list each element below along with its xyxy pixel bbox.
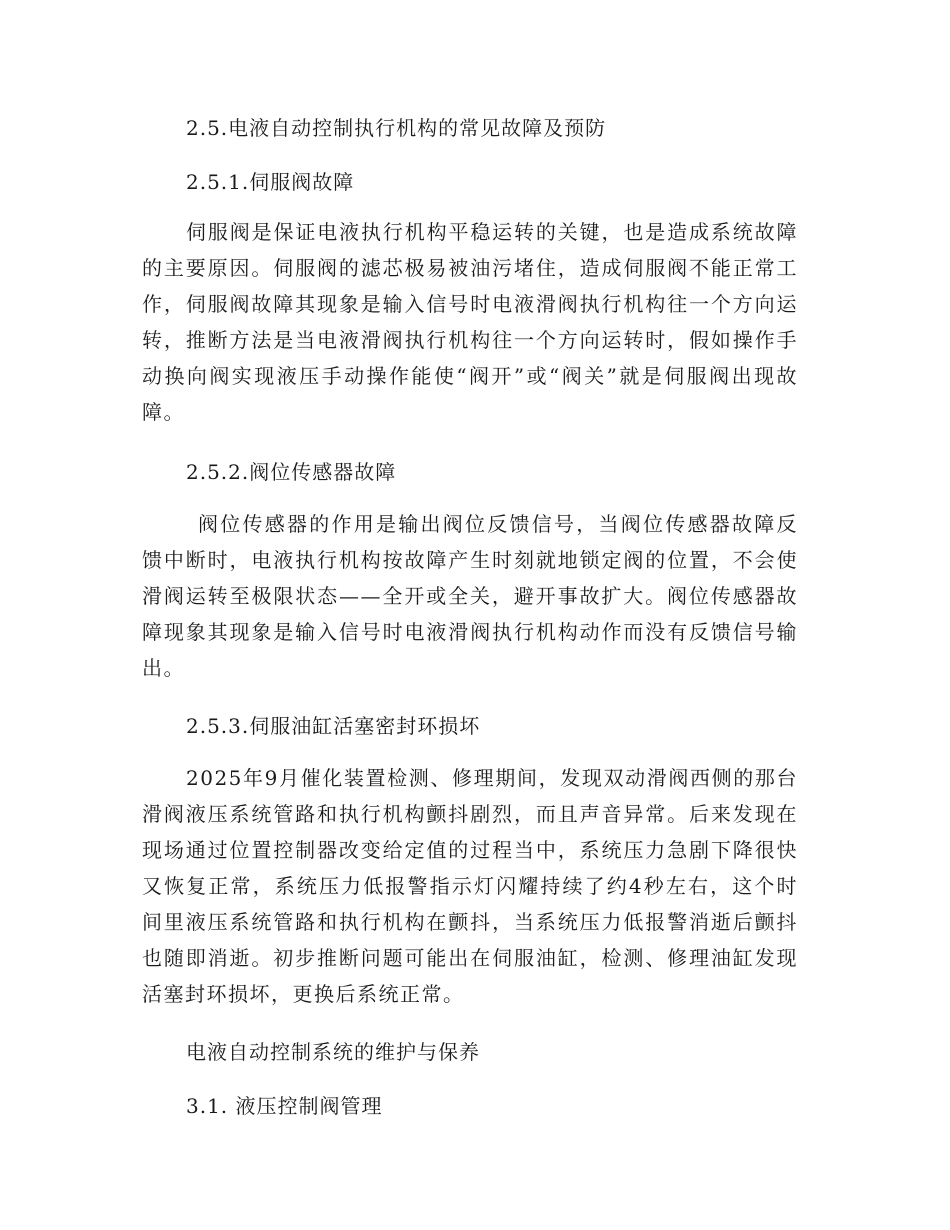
paragraph-servo-valve-fault: 伺服阀是保证电液执行机构平稳运转的关键，也是造成系统故障的主要原因。伺服阀的滤芯极易被油污堵住，造成伺服阀不能正常工作，伺服阀故障其现象是输入信号时电液滑阀执行机构往一个方向运转，推断方法是当电液滑阀执行机构往一个方向运转时，假如操作手动换向阀实现液压手动操作能使“阀开”或“阀关”就是伺服阀出现故障。 (142, 220, 798, 424)
section-heading-2-5-2: 2.5.2.阀位传感器故障 (186, 460, 397, 484)
section-heading-2-5: 2.5.电液自动控制执行机构的常见故障及预防 (186, 116, 607, 140)
section-heading-2-5-1: 2.5.1.伺服阀故障 (186, 170, 355, 194)
paragraph-position-sensor-fault: 阀位传感器的作用是输出阀位反馈信号，当阀位传感器故障反馈中断时，电液执行机构按故障产生时刻就地锁定阀的位置，不会使滑阀运转至极限状态——全开或全关，避开事故扩大。阀位传感器故障现象其现象是输入信号时电液滑阀执行机构动作而没有反馈信号输出。 (142, 512, 798, 680)
section-heading-3-1: 3.1. 液压控制阀管理 (186, 1094, 383, 1118)
paragraph-piston-seal-damage: 2025年9月催化装置检测、修理期间，发现双动滑阀西侧的那台滑阀液压系统管路和执行机构颤抖剧烈，而且声音异常。后来发现在现场通过位置控制器改变给定值的过程当中，系统压力急剧下降很快又恢复正常，系统压力低报警指示灯闪耀持续了约4秒左右，这个时间里液压系统管路和执行机构在颤抖，当系统压力低报警消逝后颤抖也随即消逝。初步推断问题可能出在伺服油缸，检测、修理油缸发现活塞封环损坏，更换后系统正常。 (142, 766, 798, 1006)
section-heading-3: 电液自动控制系统的维护与保养 (186, 1040, 480, 1064)
section-heading-2-5-3: 2.5.3.伺服油缸活塞密封环损坏 (186, 714, 481, 738)
